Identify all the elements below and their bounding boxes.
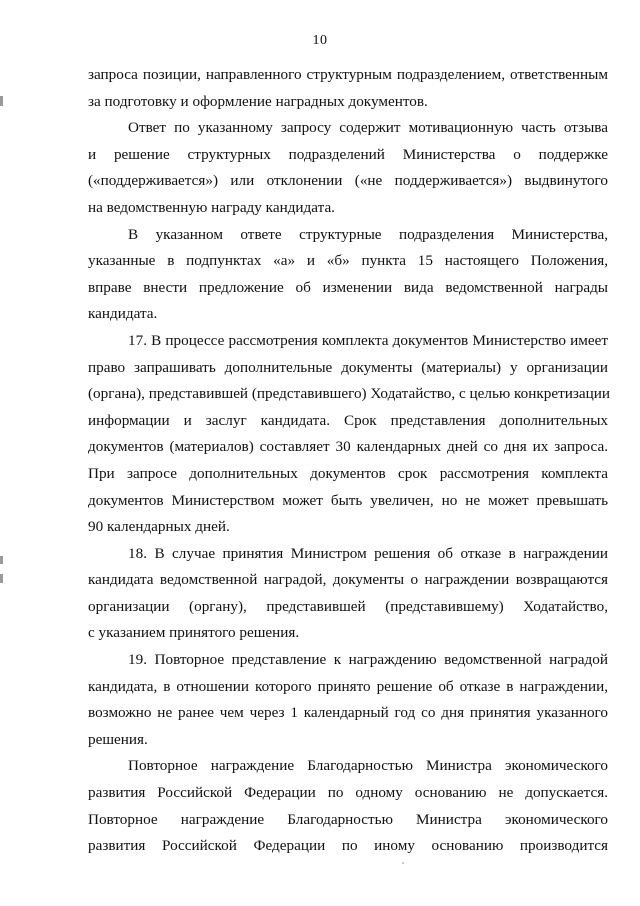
text-line: 18. В случае принятия Министром решения об отказе в награждении — [128, 544, 608, 562]
text-line: развития Российской Федерации по иному основанию производится — [88, 837, 608, 855]
text-line: за подготовку и оформление наградных документов. — [88, 92, 428, 110]
binding-mark-bottom — [0, 574, 3, 583]
text-line: В указанном ответе структурные подразделения Министерства, — [128, 225, 608, 243]
text-line: на ведомственную награду кандидата. — [88, 198, 335, 216]
text-line: 90 календарных дней. — [88, 518, 230, 536]
text-line: организации (органу), представившей (представившему) Ходатайство, — [88, 597, 608, 615]
text-line: указанные в подпунктах «а» и «б» пункта 15 настоящего Положения, — [88, 252, 608, 270]
text-line: развития Российской Федерации по одному основанию не допускается. — [88, 784, 608, 802]
text-line: информации и заслуг кандидата. Срок представления дополнительных — [88, 411, 608, 429]
text-line: (органа), представившей (представившего) Ходатайство, с целью конкретизации — [88, 385, 610, 403]
text-line: и решение структурных подразделений Министерства о поддержке — [88, 145, 608, 163]
text-line: Повторное награждение Благодарностью Министра экономического — [88, 810, 608, 828]
text-line: вправе внести предложение об изменении вида ведомственной награды — [88, 278, 608, 296]
binding-mark-top — [0, 96, 3, 106]
text-line: 17. В процессе рассмотрения комплекта документов Министерство имеет — [128, 331, 608, 349]
text-line: Ответ по указанному запросу содержит мотивационную часть отзыва — [128, 119, 608, 137]
document-text — [88, 62, 608, 860]
text-line: документов Министерством может быть увеличен, но не может превышать — [88, 491, 608, 509]
text-line: 19. Повторное представление к награждению ведомственной наградой — [128, 651, 608, 669]
text-line: право запрашивать дополнительные документы (материалы) у организации — [88, 358, 608, 376]
text-line: с указанием принятого решения. — [88, 624, 300, 642]
page-number: 10 — [312, 33, 328, 48]
text-line: кандидата. — [88, 305, 158, 323]
text-line: кандидата, в отношении которого принято решение об отказе в награждении, — [88, 677, 608, 695]
text-line: кандидата ведомственной наградой, документы о награждении возвращаются — [88, 571, 608, 589]
binding-mark-middle — [0, 556, 3, 564]
text-line: запроса позиции, направленного структурным подразделением, ответственным — [88, 66, 608, 83]
text-line: документов (материалов) составляет 30 календарных дней со дня их запроса. — [88, 438, 608, 456]
text-line: При запросе дополнительных документов срок рассмотрения комплекта — [88, 464, 608, 482]
text-line: Повторное награждение Благодарностью Министра экономического — [128, 757, 608, 775]
scan-speck — [402, 862, 404, 864]
text-line: («поддерживается») или отклонении («не поддерживается») выдвинутого — [88, 172, 608, 190]
text-line: возможно не ранее чем через 1 календарный год со дня принятия указанного — [88, 704, 608, 722]
text-line: решения. — [88, 730, 148, 748]
